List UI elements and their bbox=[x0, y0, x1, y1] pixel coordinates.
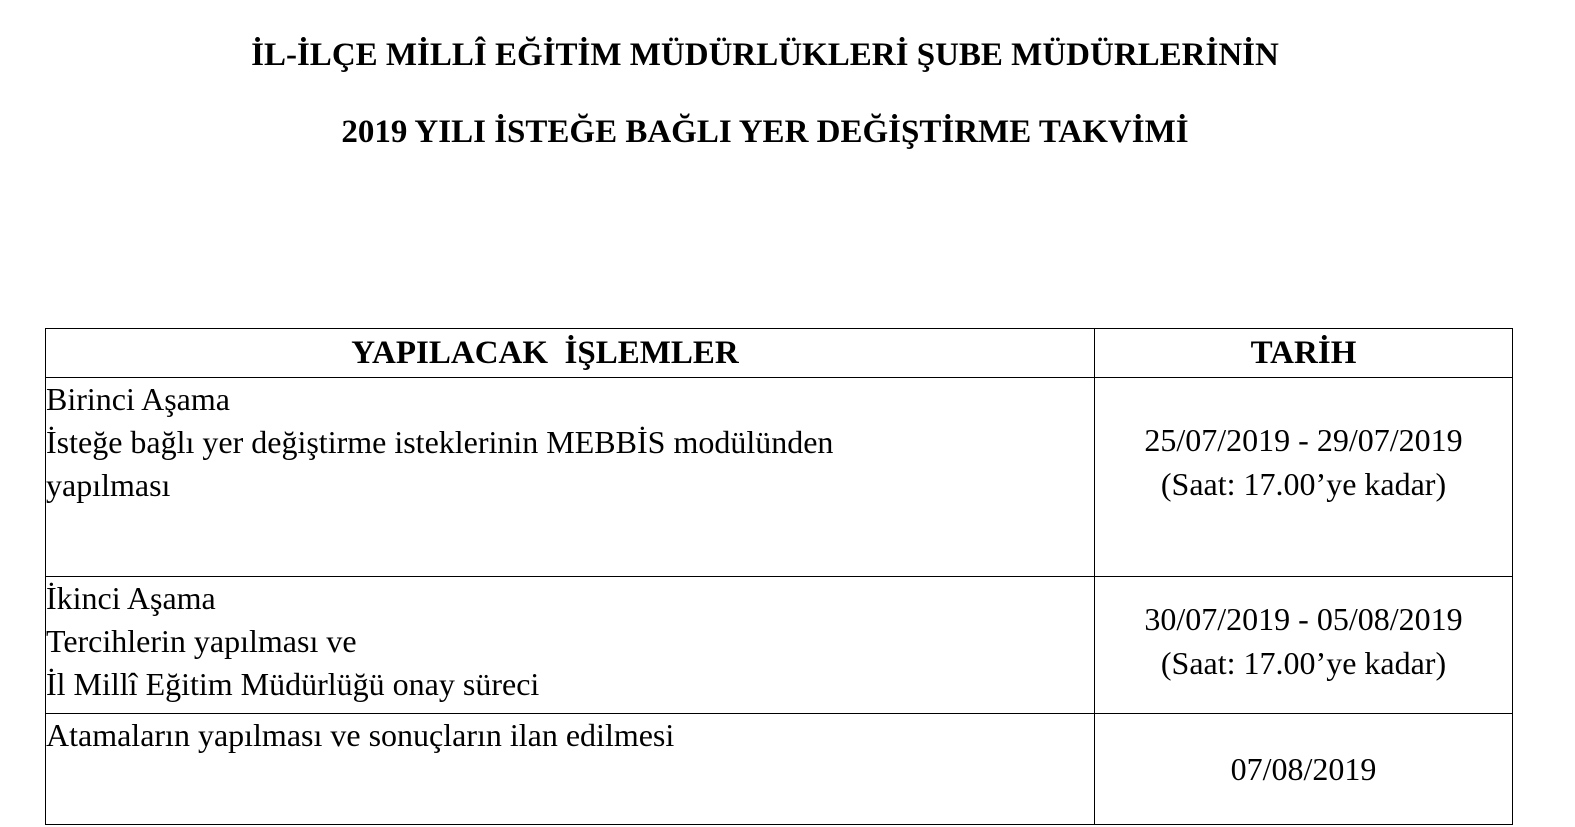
header-operations: YAPILACAK İŞLEMLER bbox=[46, 329, 1095, 378]
operation-cell bbox=[46, 714, 1095, 825]
operation-cell bbox=[46, 378, 1095, 577]
stage-label: İkinci Aşama bbox=[46, 580, 216, 616]
document-title-line-2: 2019 YILI İSTEĞE BAĞLI YER DEĞİŞTİRME TAKVİMİ bbox=[341, 114, 1189, 150]
operation-text: İl Millî Eğitim Müdürlüğü onay süreci bbox=[46, 666, 540, 702]
date-cell bbox=[1095, 577, 1513, 714]
date-range: 25/07/2019 - 29/07/2019 bbox=[1144, 422, 1463, 458]
operation-text: Tercihlerin yapılması ve bbox=[46, 623, 357, 659]
date-single: 07/08/2019 bbox=[1230, 751, 1377, 787]
operation-text: yapılması bbox=[46, 467, 171, 503]
time-note: (Saat: 17.00’ye kadar) bbox=[1160, 466, 1447, 502]
table-row bbox=[46, 714, 1513, 825]
operation-text: Atamaların yapılması ve sonuçların ilan edilmesi bbox=[46, 717, 675, 753]
stage-label: Birinci Aşama bbox=[46, 381, 230, 417]
table-row bbox=[46, 577, 1513, 714]
table-row bbox=[46, 378, 1513, 577]
header-date: TARİH bbox=[1095, 329, 1513, 378]
time-note: (Saat: 17.00’ye kadar) bbox=[1160, 645, 1447, 681]
date-range: 30/07/2019 - 05/08/2019 bbox=[1144, 601, 1463, 637]
operation-text: İsteğe bağlı yer değiştirme isteklerinin MEBBİS modülünden bbox=[46, 424, 834, 460]
date-cell bbox=[1095, 378, 1513, 577]
date-cell bbox=[1095, 714, 1513, 825]
operation-cell bbox=[46, 577, 1095, 714]
table-header-row bbox=[46, 329, 1513, 378]
document-title-line-1: İL-İLÇE MİLLÎ EĞİTİM MÜDÜRLÜKLERİ ŞUBE MÜDÜRLERİNİN bbox=[251, 37, 1279, 73]
schedule-table bbox=[45, 328, 1513, 825]
